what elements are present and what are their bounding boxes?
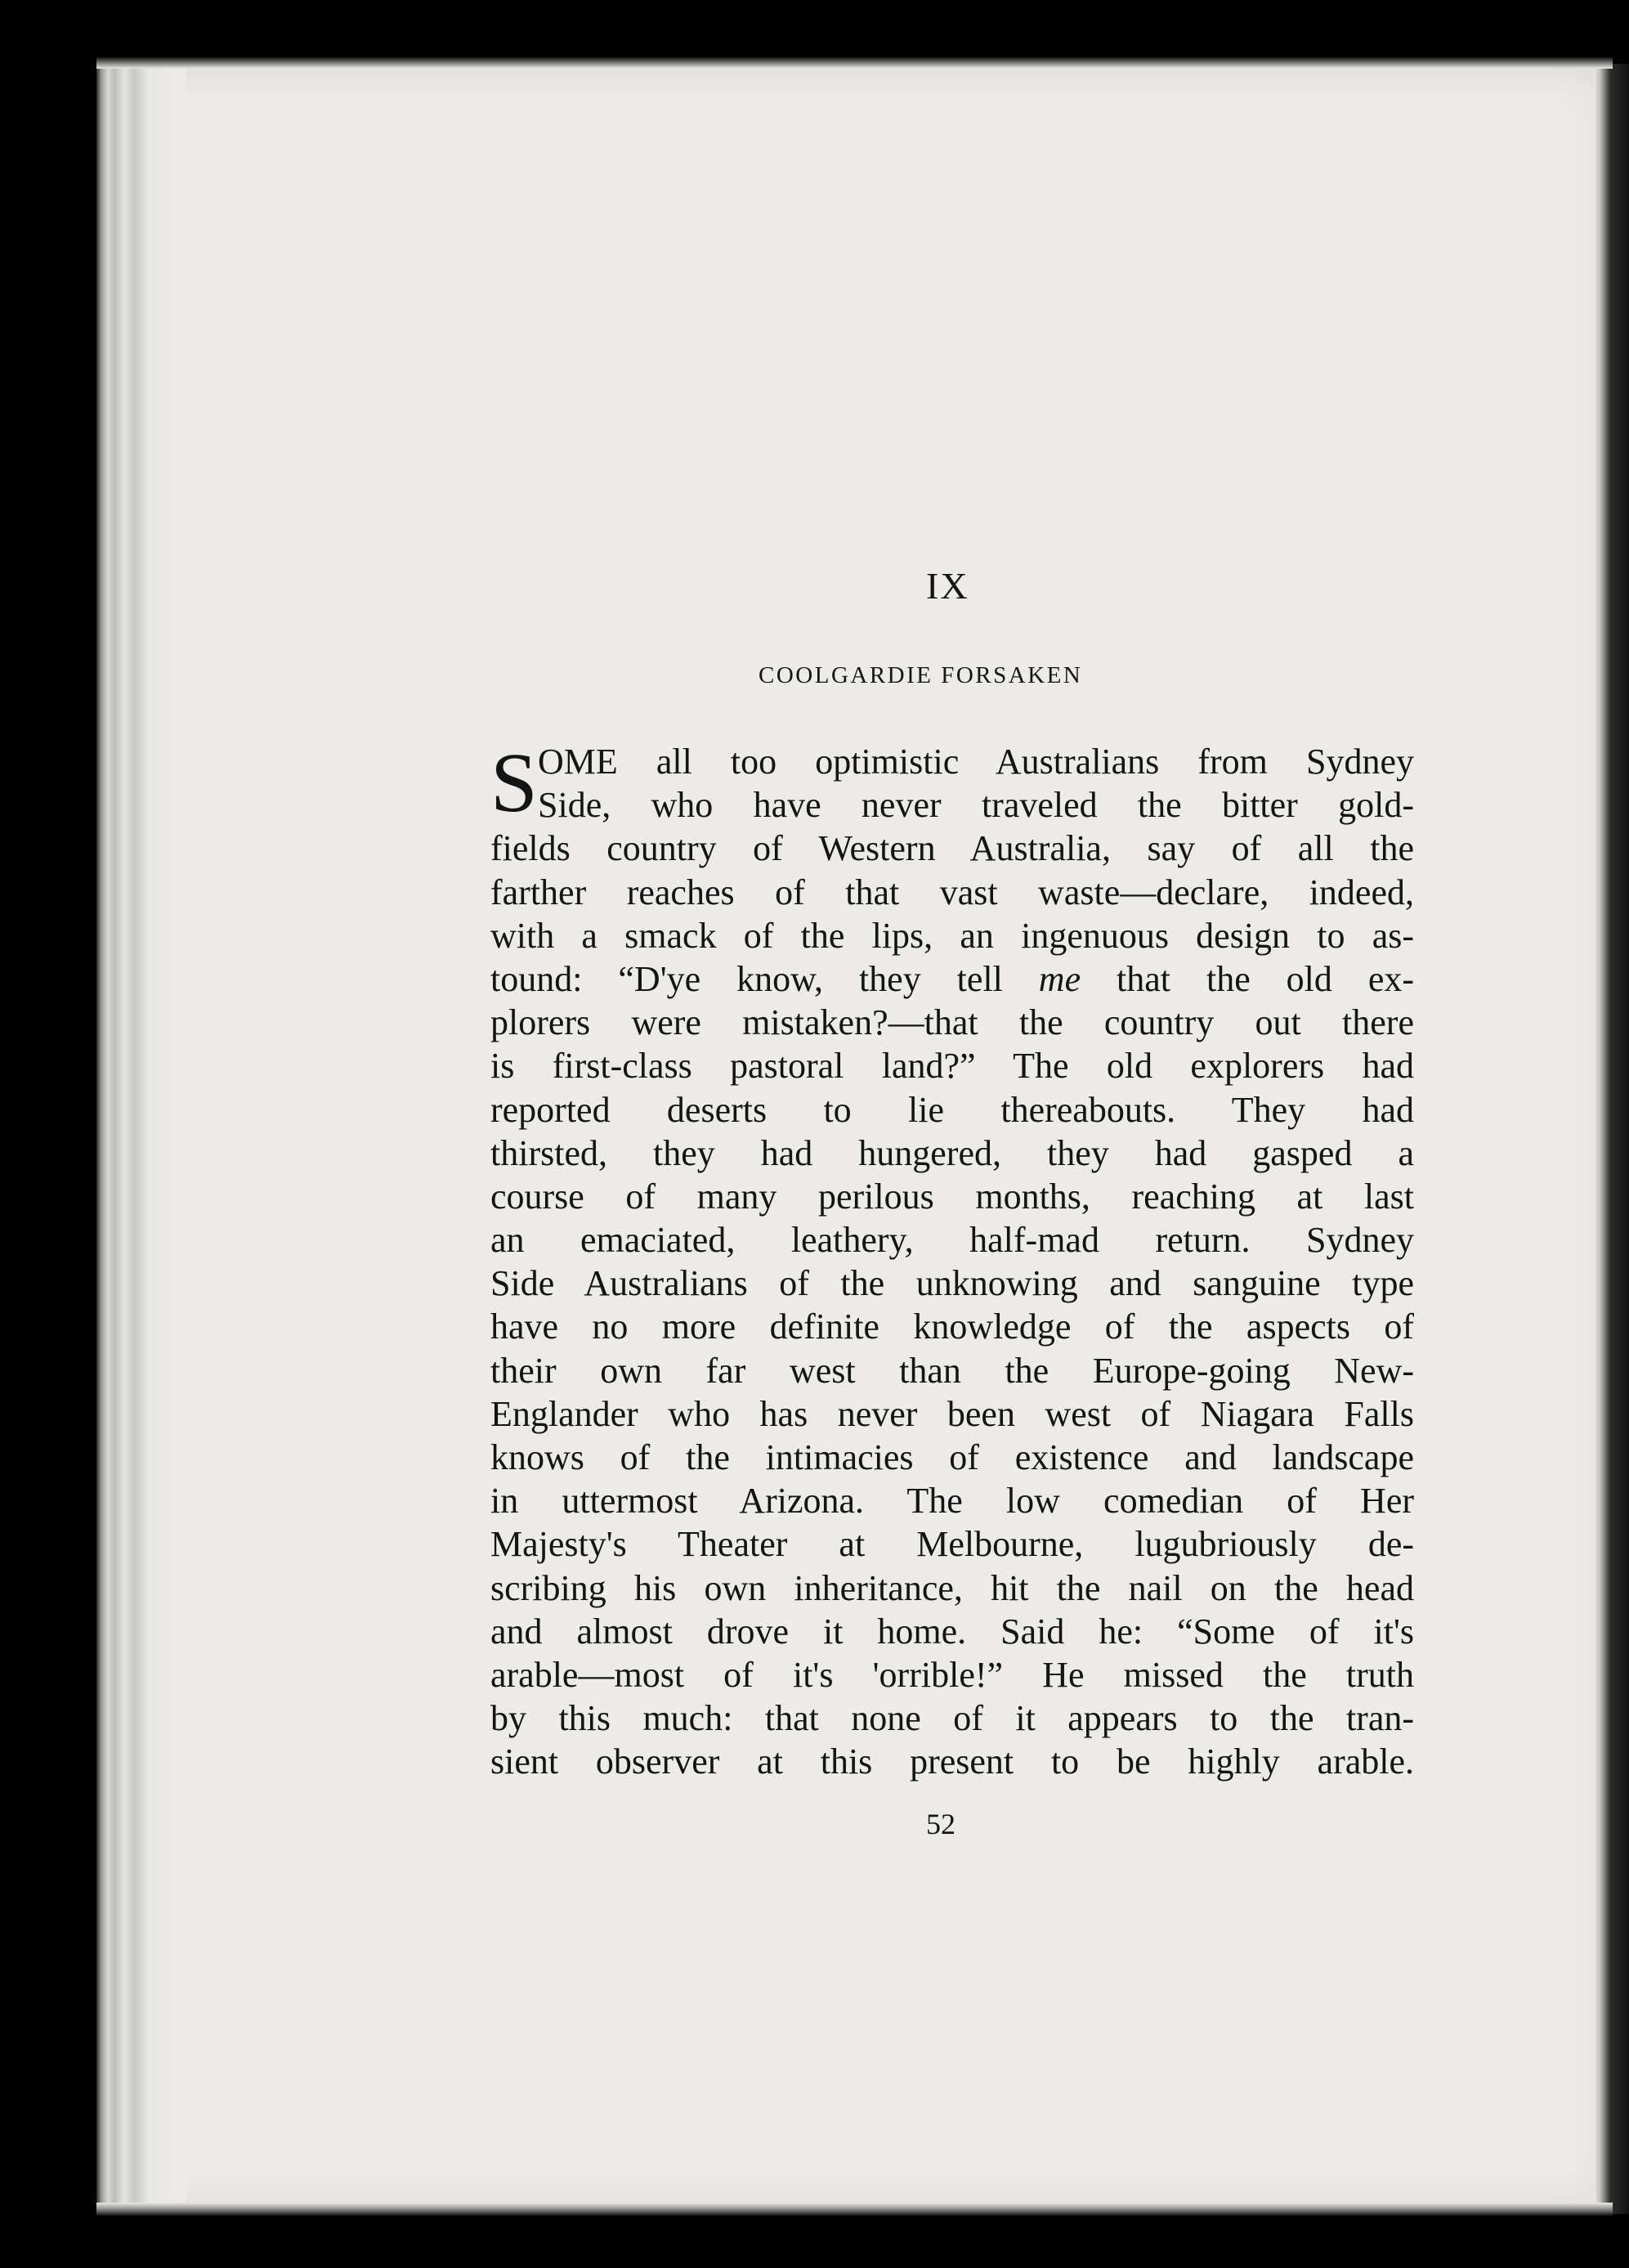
text-line: have no more definite knowledge of the aspects of [490, 1307, 1414, 1347]
text-line: Englander who has never been west of Niagara Falls [490, 1393, 1414, 1434]
text-line: plorers were mistaken?—that the country out there [490, 1002, 1414, 1043]
chapter-number: IX [926, 565, 969, 607]
drop-cap: S [490, 736, 538, 830]
body-paragraph [490, 736, 1415, 1784]
text-line: fields country of Western Australia, say of all the [490, 828, 1414, 869]
text-line: Side, who have never traveled the bitter gold- [538, 785, 1414, 826]
emphasis: me [1038, 958, 1081, 999]
text-line: Side Australians of the unknowing and sanguine type [490, 1263, 1414, 1304]
text-line: reported deserts to lie thereabouts. They had [490, 1089, 1414, 1130]
text-line: thirsted, they had hungered, they had gasped a [490, 1132, 1414, 1173]
text-line: and almost drove it home. Said he: “Some of it's [490, 1611, 1414, 1652]
text-line: farther reaches of that vast waste—declare, indeed, [490, 872, 1414, 912]
text-line: in uttermost Arizona. The low comedian of Her [490, 1481, 1414, 1522]
text-line: with a smack of the lips, an ingenuous design to as- [490, 915, 1414, 956]
text-line: OME all too optimistic Australians from Sydney [538, 742, 1414, 782]
text-line: an emaciated, leathery, half-mad return. Sydney [490, 1220, 1414, 1261]
text-line: course of many perilous months, reaching at last [490, 1176, 1414, 1217]
text-line: arable—most of it's 'orrible!” He missed the truth [490, 1654, 1414, 1695]
page-bottom-edge [96, 2203, 1613, 2216]
text-line: by this much: that none of it appears to the tran- [490, 1698, 1414, 1739]
page-right-edge [1594, 64, 1629, 2214]
text-line: tound: “D'ye know, they tell me that the old ex- [490, 958, 1415, 999]
page-binding-edge [96, 57, 186, 2216]
text-line: knows of the intimacies of existence and landscape [490, 1437, 1414, 1477]
page-number: 52 [926, 1808, 955, 1840]
text-line: Majesty's Theater at Melbourne, lugubriously de- [490, 1524, 1414, 1565]
chapter-title: COOLGARDIE FORSAKEN [759, 662, 1083, 688]
text-line: is first-class pastoral land?” The old explorers had [490, 1046, 1414, 1087]
page-top-edge [96, 57, 1613, 69]
text-line: their own far west than the Europe-going New- [490, 1350, 1414, 1391]
text-line: sient observer at this present to be highly arable. [490, 1741, 1414, 1782]
text-line: scribing his own inheritance, hit the nail on the head [490, 1567, 1414, 1608]
